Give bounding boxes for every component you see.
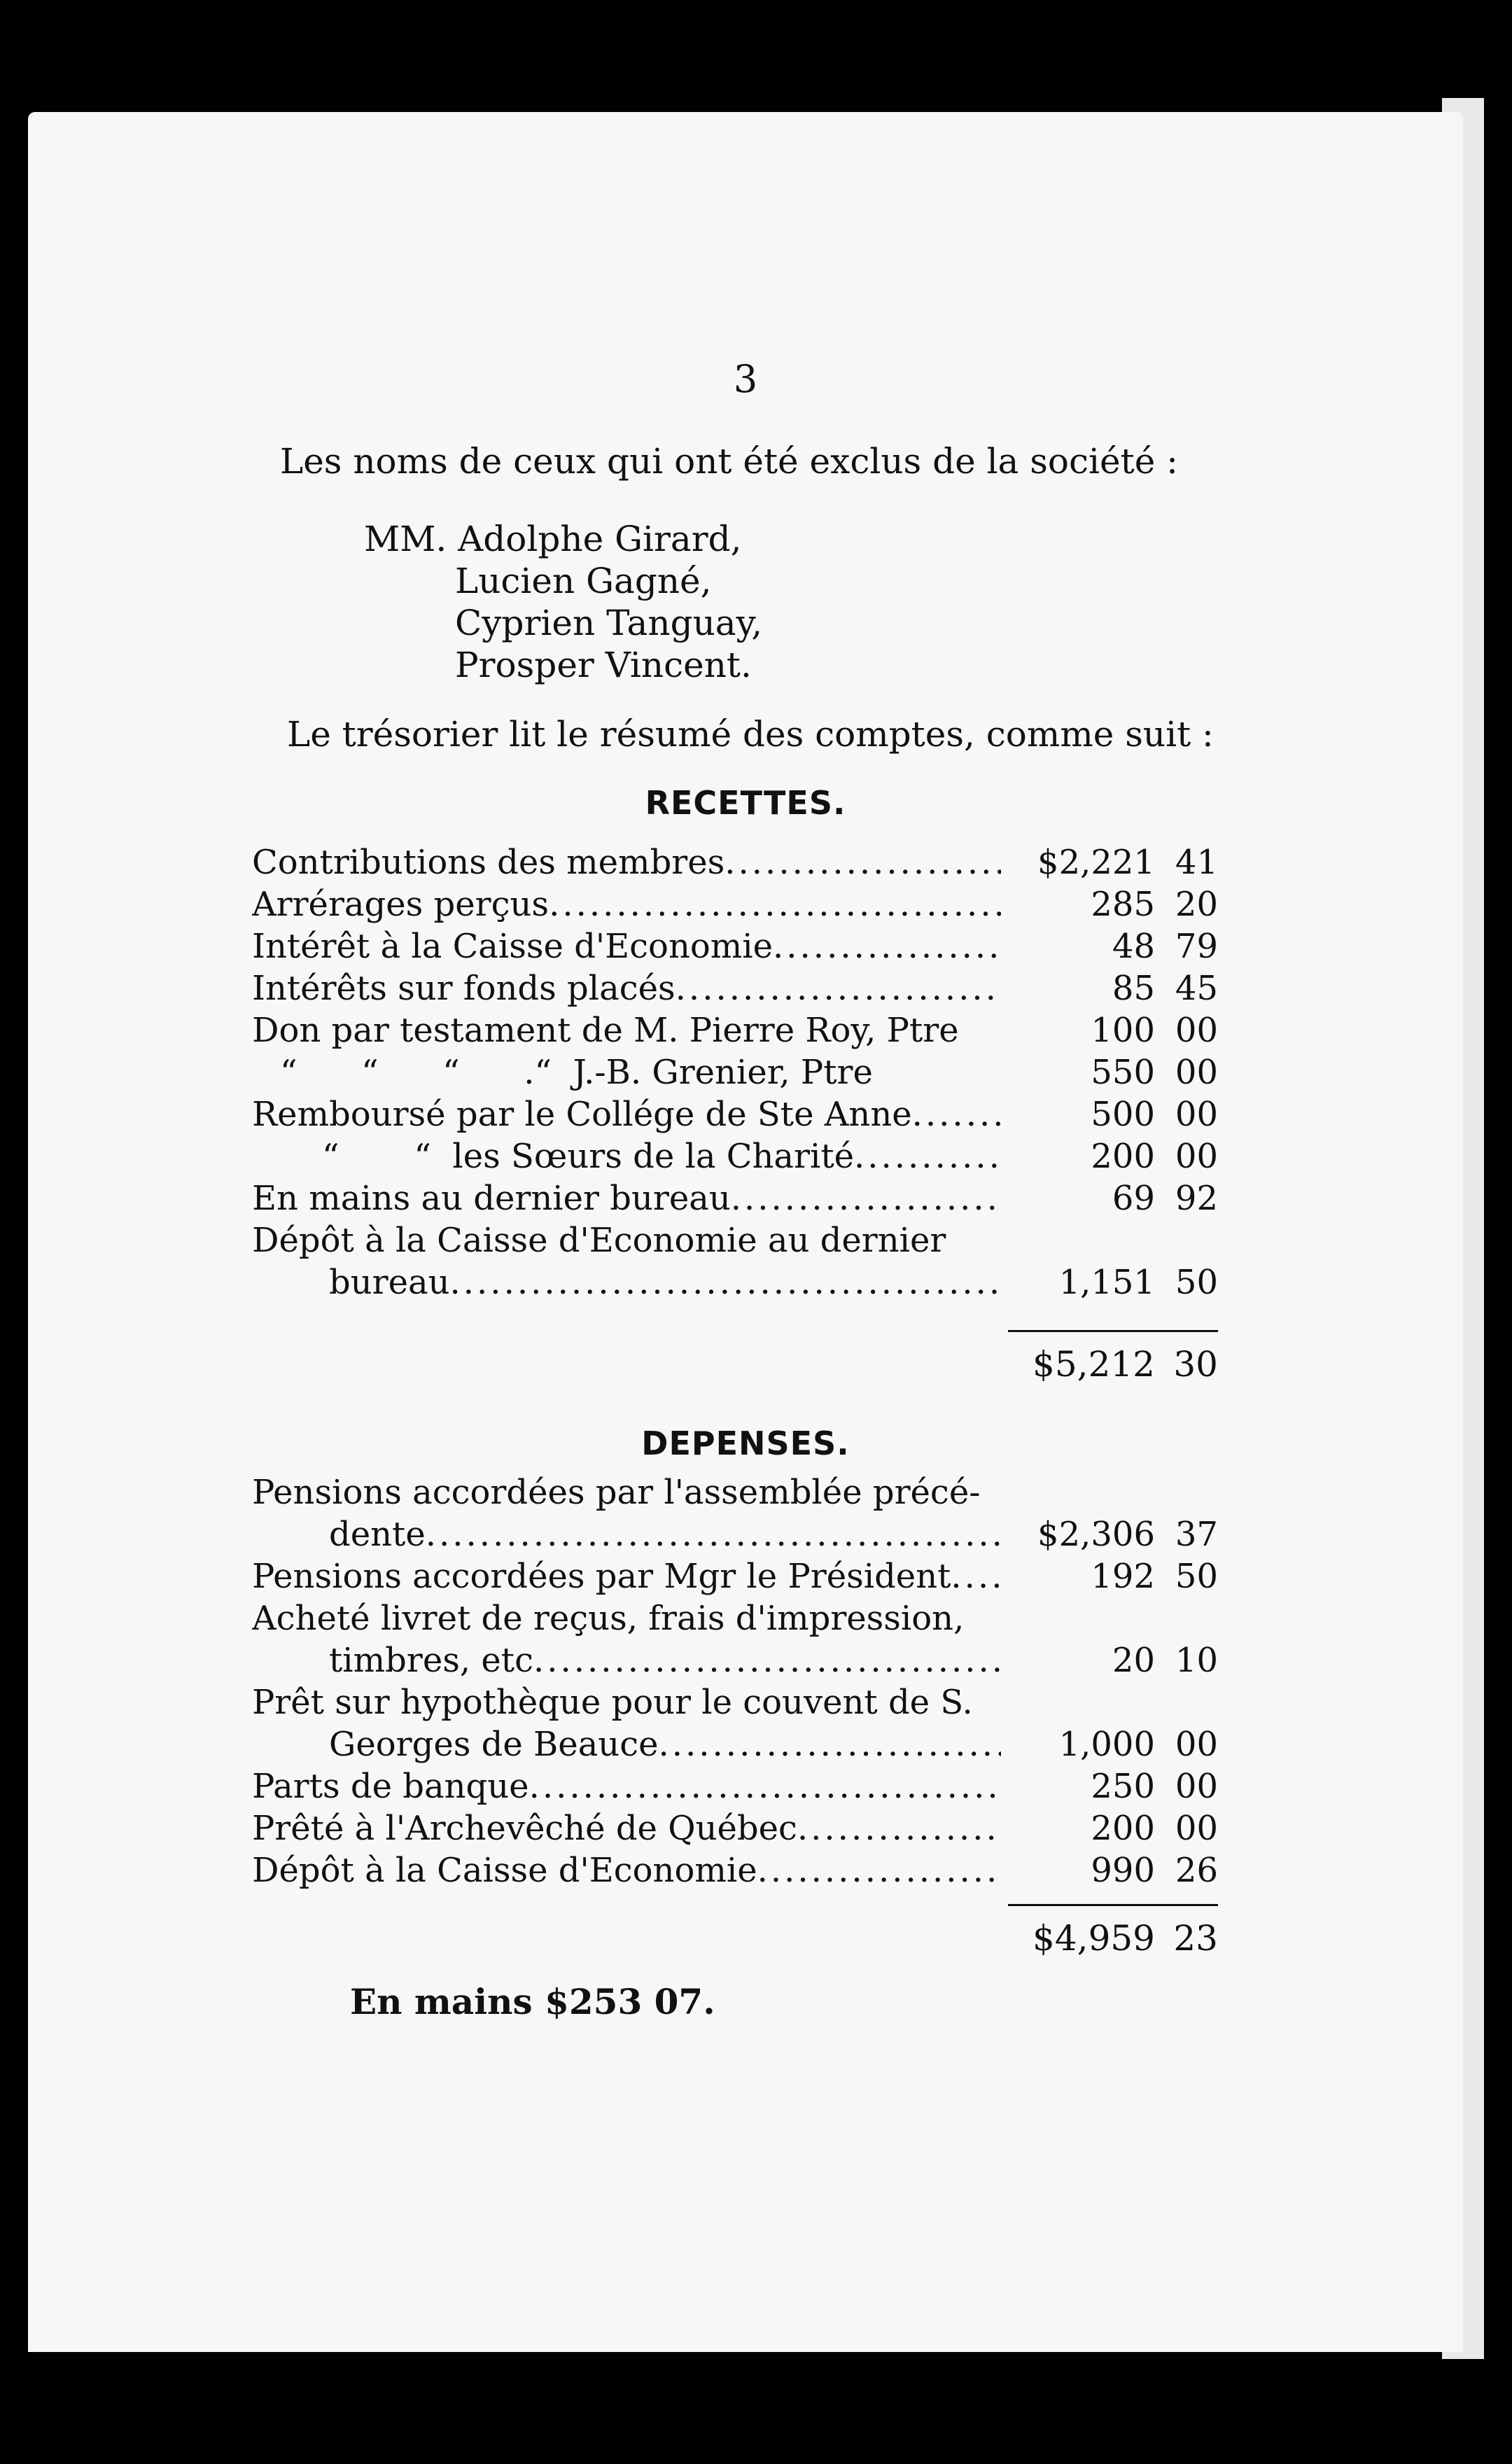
row-label: En mains au dernier bureau <box>252 1179 731 1218</box>
treasurer-intro: Le trésorier lit le résumé des comptes, comme suit : <box>287 714 1214 755</box>
row-label: Arrérages perçus <box>252 885 550 924</box>
row-cents: 10 <box>1175 1641 1218 1680</box>
row-label: Pensions accordées par Mgr le Président <box>252 1557 951 1596</box>
excluded-name: Cyprien Tanguay, <box>455 603 763 643</box>
ledger-row <box>252 1092 1218 1134</box>
row-dollars: 285 <box>1091 885 1155 924</box>
row-dollars: 550 <box>1091 1053 1155 1092</box>
ledger-row <box>252 1134 1218 1176</box>
row-cents: 50 <box>1175 1557 1218 1596</box>
row-cents: 45 <box>1175 969 1218 1008</box>
row-dollars: $2,306 <box>1037 1515 1155 1554</box>
row-label-continued: dente <box>329 1515 426 1554</box>
ledger-row <box>252 1806 1218 1848</box>
ledger-row <box>252 1176 1218 1218</box>
row-cents: 37 <box>1175 1515 1218 1554</box>
row-label: Dépôt à la Caisse d'Economie au dernier <box>252 1221 946 1260</box>
row-cents: 50 <box>1175 1263 1218 1302</box>
row-label: Prêt sur hypothèque pour le couvent de S. <box>252 1683 973 1722</box>
ledger-row <box>252 1596 1218 1680</box>
row-cents: 00 <box>1175 1725 1218 1764</box>
total-cents: 30 <box>1173 1344 1218 1385</box>
ledger-row <box>252 1764 1218 1806</box>
row-label-continued: Georges de Beauce <box>329 1725 659 1764</box>
expenses-total <box>1001 1918 1218 1959</box>
row-dollars: 200 <box>1091 1137 1155 1176</box>
row-dollars: 100 <box>1091 1011 1155 1050</box>
row-dollars: 1,151 <box>1058 1263 1155 1302</box>
ledger-row <box>252 882 1218 924</box>
row-label: Intérêt à la Caisse d'Economie <box>252 927 774 966</box>
receipts-total-rule <box>1008 1330 1218 1332</box>
page-number: 3 <box>733 357 758 401</box>
excluded-name: Lucien Gagné, <box>455 561 712 601</box>
row-dollars: 69 <box>1112 1179 1155 1218</box>
row-label: Acheté livret de reçus, frais d'impression, <box>252 1599 965 1638</box>
row-label: Remboursé par le Collége de Ste Anne <box>252 1095 912 1134</box>
row-cents: 00 <box>1175 1809 1218 1848</box>
row-dollars: 200 <box>1091 1809 1155 1848</box>
document-page <box>28 112 1463 2352</box>
row-dollars: 990 <box>1091 1851 1155 1890</box>
excluded-intro: Les noms de ceux qui ont été exclus de la société : <box>280 441 1179 482</box>
row-label: Don par testament de M. Pierre Roy, Ptre <box>252 1011 959 1050</box>
row-label: “ “ “ .“ J.-B. Grenier, Ptre <box>280 1053 873 1092</box>
row-dollars: 192 <box>1091 1557 1155 1596</box>
row-cents: 20 <box>1175 885 1218 924</box>
ledger-row <box>252 1554 1218 1596</box>
row-dollars: 20 <box>1112 1641 1155 1680</box>
row-label: Dépôt à la Caisse d'Economie <box>252 1851 757 1890</box>
expenses-heading: DEPENSES. <box>641 1424 850 1462</box>
total-dollars: $4,959 <box>1032 1918 1155 1959</box>
row-cents: 00 <box>1175 1095 1218 1134</box>
row-label: Contributions des membres <box>252 843 725 882</box>
excluded-name: Prosper Vincent. <box>455 645 752 685</box>
ledger-row <box>252 1680 1218 1764</box>
row-cents: 41 <box>1175 843 1218 882</box>
row-cents: 92 <box>1175 1179 1218 1218</box>
row-cents: 79 <box>1175 927 1218 966</box>
row-dollars: 250 <box>1091 1767 1155 1806</box>
expenses-total-rule <box>1008 1904 1218 1906</box>
ledger-row <box>252 1848 1218 1890</box>
excluded-names-list <box>364 518 762 686</box>
row-label: Pensions accordées par l'assemblée précé- <box>252 1473 981 1512</box>
balance-in-hand: En mains $253 07. <box>350 1981 715 2022</box>
row-label-continued: bureau <box>329 1263 450 1302</box>
row-dollars: 1,000 <box>1058 1725 1155 1764</box>
row-cents: 00 <box>1175 1137 1218 1176</box>
receipts-heading: RECETTES. <box>645 784 846 822</box>
row-cents: 00 <box>1175 1011 1218 1050</box>
ledger-row <box>252 1008 1218 1050</box>
row-label: “ “ les Sœurs de la Charité <box>322 1137 855 1176</box>
ledger-row <box>252 1218 1218 1302</box>
ledger-row <box>252 966 1218 1008</box>
row-dollars: 500 <box>1091 1095 1155 1134</box>
expenses-table <box>252 1470 1218 1890</box>
receipts-total <box>1001 1344 1218 1385</box>
row-label: Prêté à l'Archevêché de Québec <box>252 1809 797 1848</box>
ledger-row <box>252 1050 1218 1092</box>
row-label-continued: timbres, etc <box>329 1641 533 1680</box>
ledger-row <box>252 924 1218 966</box>
row-dollars: 48 <box>1112 927 1155 966</box>
row-dollars: 85 <box>1112 969 1155 1008</box>
ledger-row <box>252 840 1218 882</box>
row-cents: 00 <box>1175 1053 1218 1092</box>
total-dollars: $5,212 <box>1032 1344 1155 1385</box>
receipts-table <box>252 840 1218 1302</box>
excluded-name: MM. Adolphe Girard, <box>364 519 742 559</box>
total-cents: 23 <box>1173 1918 1218 1959</box>
row-label: Parts de banque <box>252 1767 529 1806</box>
ledger-row <box>252 1470 1218 1554</box>
row-cents: 26 <box>1175 1851 1218 1890</box>
row-label: Intérêts sur fonds placés <box>252 969 676 1008</box>
row-dollars: $2,221 <box>1037 843 1155 882</box>
row-cents: 00 <box>1175 1767 1218 1806</box>
